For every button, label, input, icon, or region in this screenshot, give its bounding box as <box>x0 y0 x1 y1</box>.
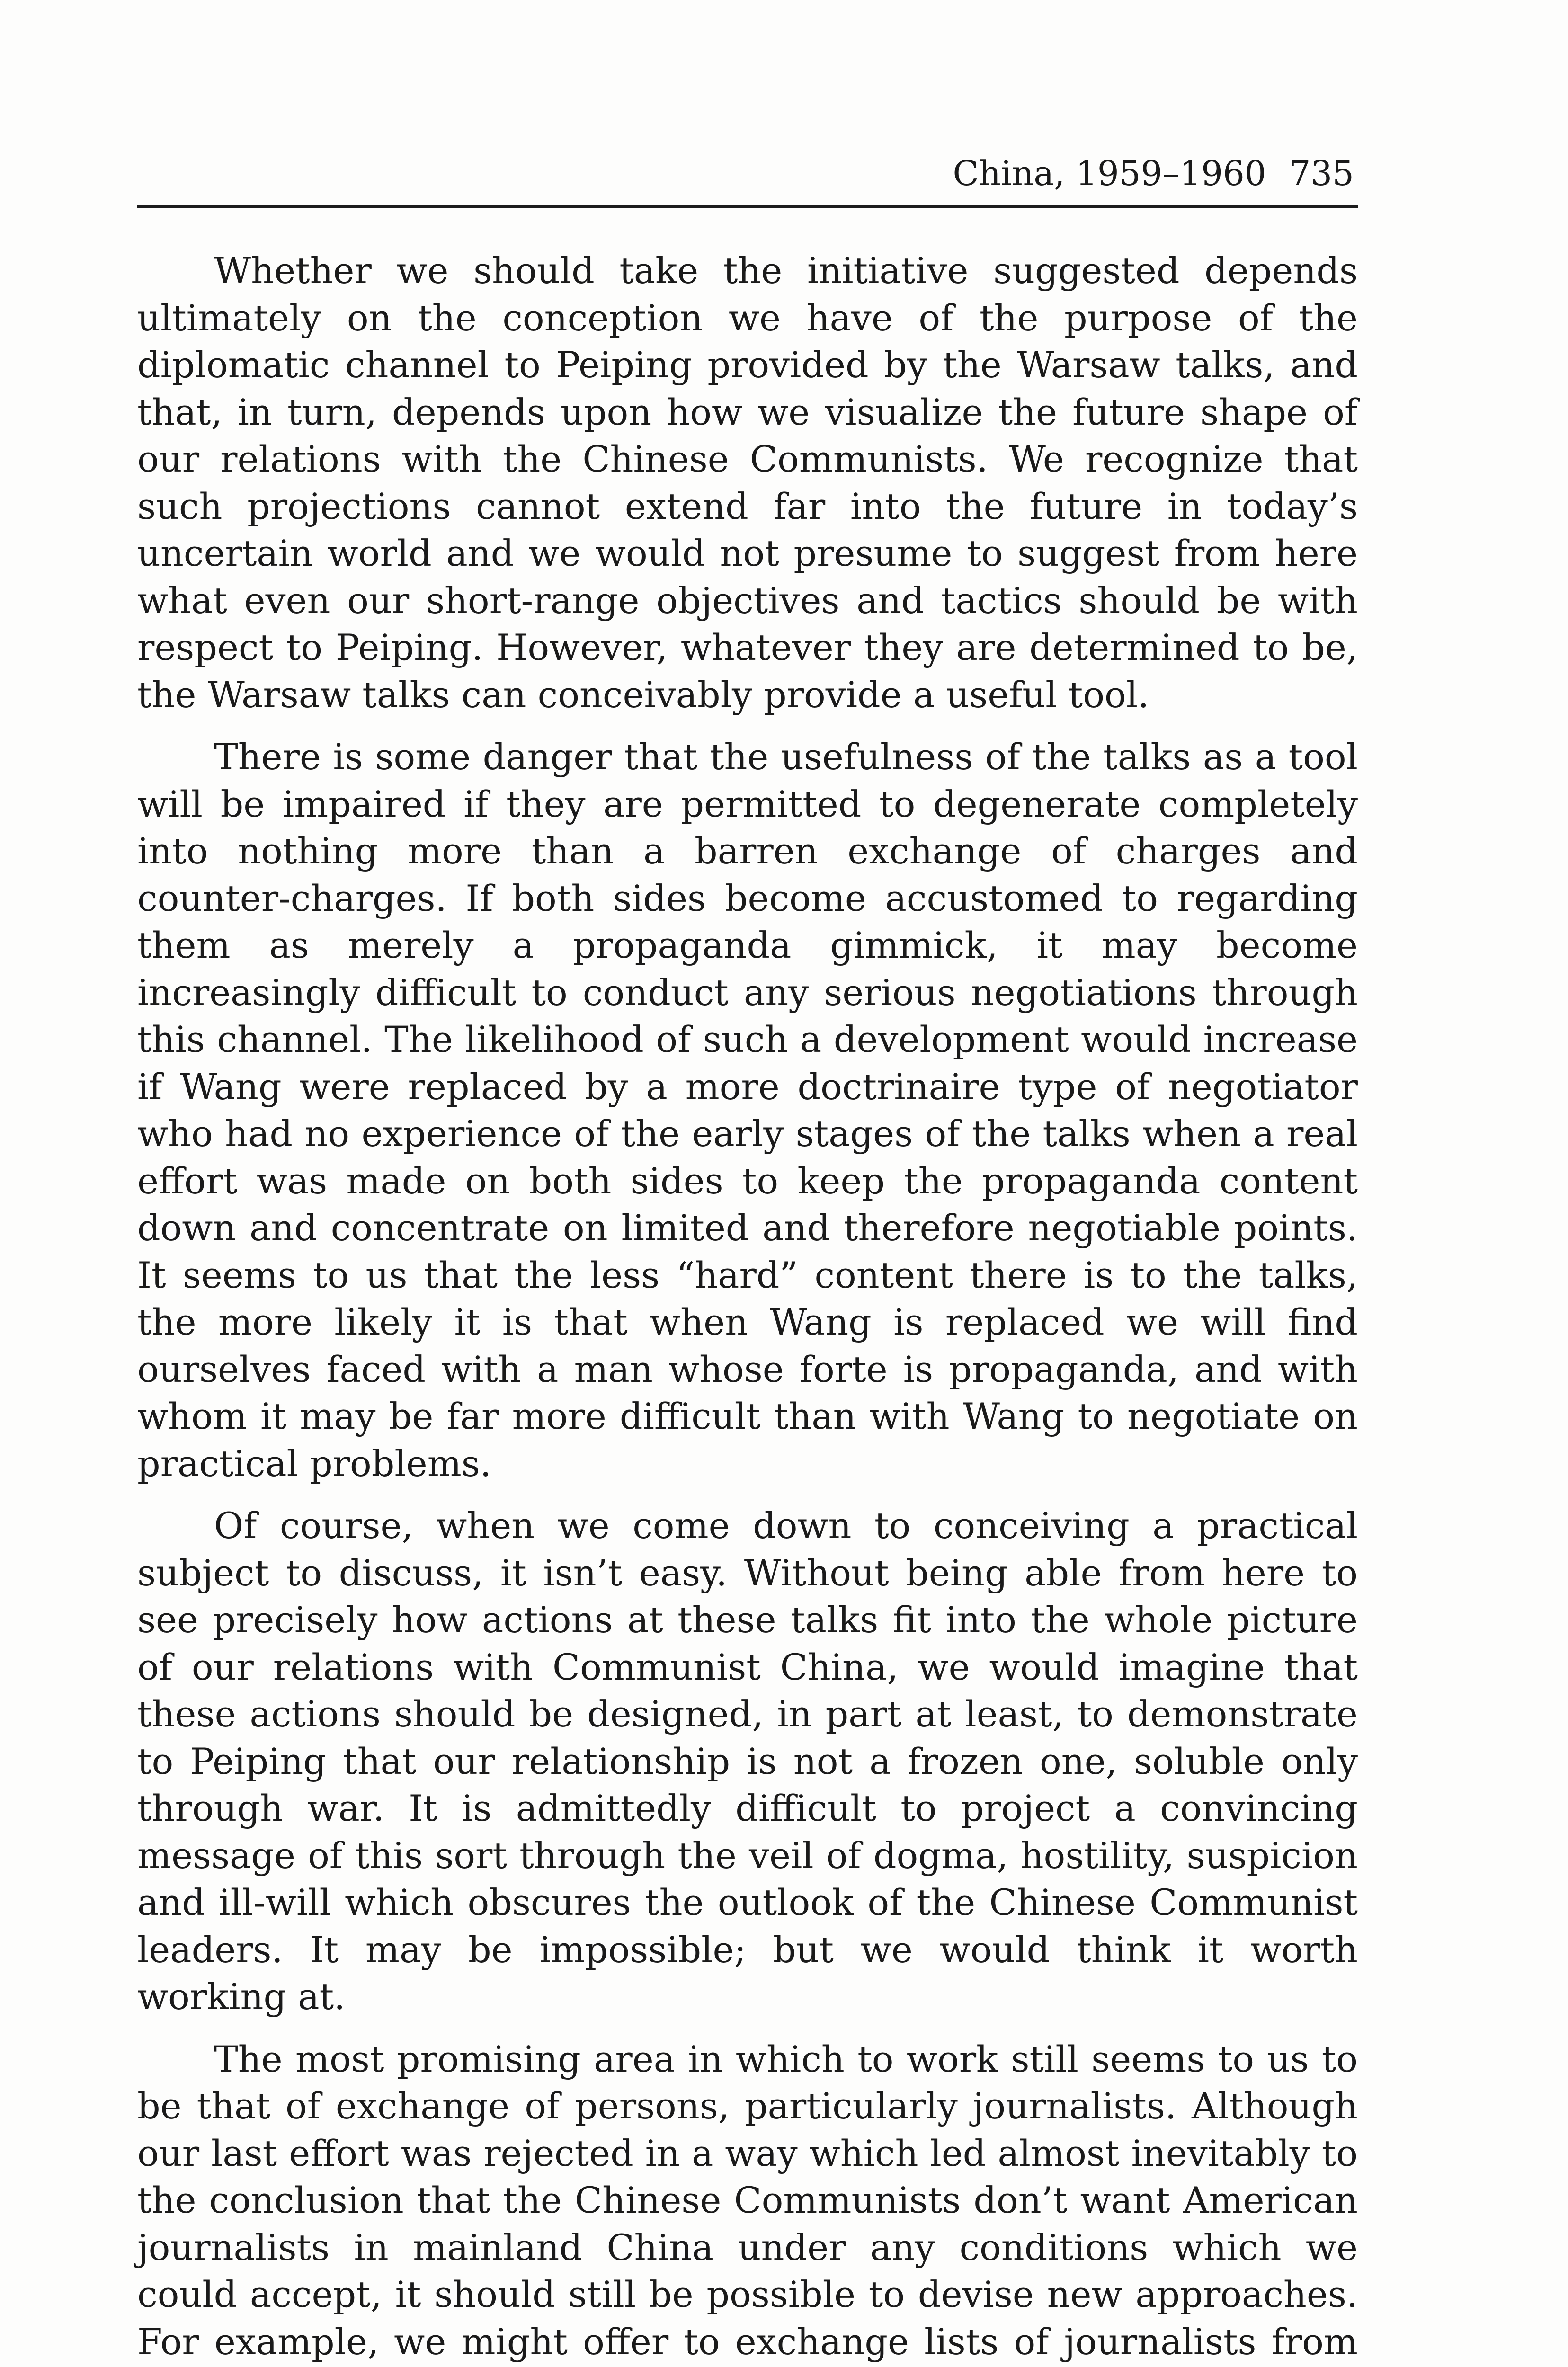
paragraph-4: The most promising area in which to work still seems to us to be that of exchange of persons, particularly journalists. Although our last effort was rejected in a way which led almost inevitably to the conclusion that the Chinese Communists don’t want American journalists in mainland China under any conditions which we could accept, it should still be possible to devise new approaches. For example, we might offer to exchange lists of journalists from <box>137 2038 1358 2363</box>
paragraph-3: Of course, when we come down to conceiving a practical subject to discuss, it isn’t easy. Without being able from here to see precisely how actions at these talks fit into the whole picture of our relations with Communist China, we would imagine that these actions should be designed, in part at least, to demonstrate to Peiping that our relationship is not a frozen one, soluble only through war. It is admittedly difficult to project a convincing message of this sort through the veil of dogma, hostility, suspicion and ill-will which obscures the outlook of the Chinese Communist leaders. It may be impossible; but we would think it worth working at. <box>137 1504 1358 2018</box>
body-text <box>137 247 1358 2367</box>
page-number: 735 <box>1289 153 1354 193</box>
running-head <box>137 151 1354 196</box>
header-rule <box>137 205 1358 208</box>
paragraph-2: There is some danger that the usefulness of the talks as a tool will be impaired if they are permitted to degenerate completely into nothing more than a barren exchange of charges and counter-charges. If both sides become accustomed to regarding them as merely a propaganda gimmick, it may become increasingly difficult to conduct any serious negotiations through this channel. The likelihood of such a development would increase if Wang were replaced by a more doctrinaire type of negotiator who had no experience of the early stages of the talks when a real effort was made on both sides to keep the propaganda content down and concentrate on limited and therefore negotiable points. It seems to us that the less “hard” content there is to the talks, the more likely it is that when Wang is replaced we will find ourselves faced with a man whose forte is propaganda, and with whom it may be far more difficult than with Wang to negotiate on practical problems. <box>137 736 1358 1485</box>
running-title: China, 1959–1960 <box>953 153 1266 193</box>
paragraph-1: Whether we should take the initiative suggested depends ultimately on the conception we have of the purpose of the diplomatic channel to Peiping provided by the Warsaw talks, and that, in turn, depends upon how we visualize the future shape of our relations with the Chinese Communists. We recognize that such projections cannot extend far into the future in today’s uncertain world and we would not presume to suggest from here what even our short-range objectives and tactics should be with respect to Peiping. However, whatever they are determined to be, the Warsaw talks can conceivably provide a useful tool. <box>137 249 1358 716</box>
